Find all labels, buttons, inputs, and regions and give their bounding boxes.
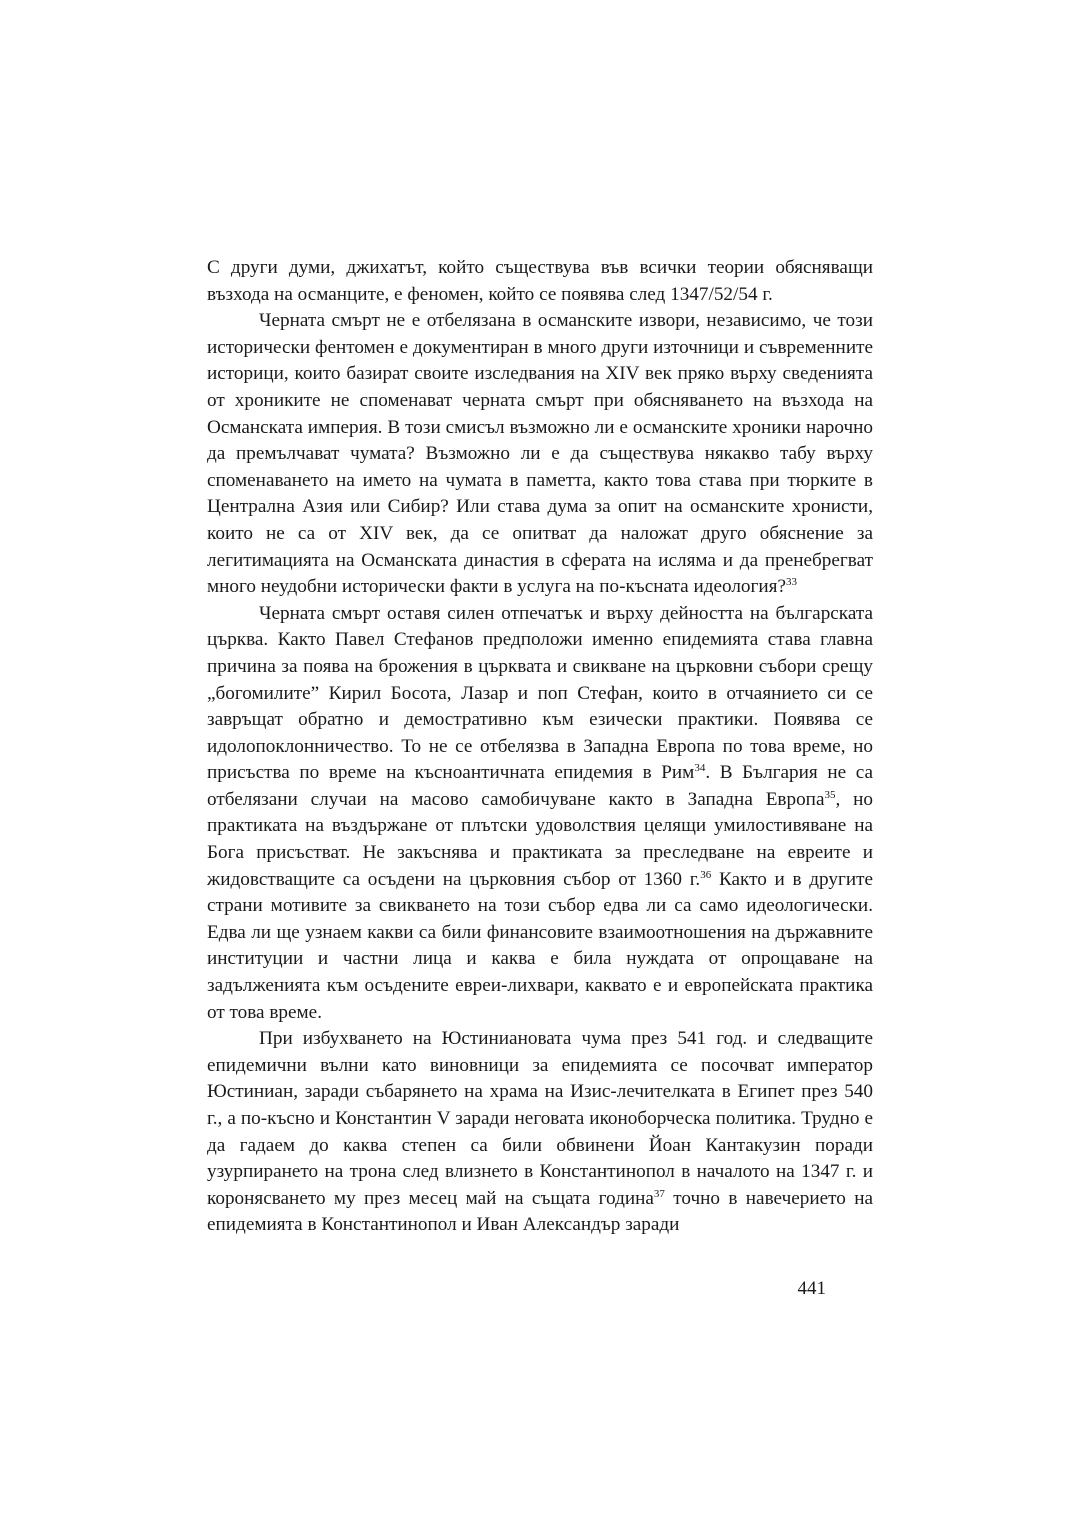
text-run: . В България не са отбелязани случаи на масово самобичуване както в Западна Европа xyxy=(207,762,873,810)
text-run: точно в навечерието на епидемията в Константинопол и Иван Александър заради xyxy=(207,1187,873,1236)
page-body xyxy=(207,255,873,1239)
text-run: С други думи, джихатът, който съществува във всички теории обясняващи възхода на османците, е феномен, който се появява след 1347/52/54 г. xyxy=(207,257,873,305)
text-run: Черната смърт оставя силен отпечатък и върху дейността на българската църква. Както Павел Стефанов предположи именно епидемията става главна причина за поява на брожения в църквата и свикване на църковни събори срещу „богомилите” Кирил Босота, Лазар и поп Стефан, които в отчаянието си се завръщат обратно и демостративно към езически практики. Появява се идолопоклонничество. То не се отбелязва в Западна Европа по това време, но присъства по време на късноантичната епидемия в Рим xyxy=(207,602,873,784)
paragraph-1 xyxy=(207,255,873,308)
paragraph-4 xyxy=(207,1026,873,1239)
paragraph-3 xyxy=(207,601,873,1027)
footnote-ref[interactable]: 36 xyxy=(700,868,712,881)
footnote-ref[interactable]: 35 xyxy=(824,788,836,801)
paragraph-2 xyxy=(207,308,873,601)
text-run: , но практиката на въздържане от плътски удоволствия целящи умилостивяване на Бога присъстват. Не закъснява и практиката за преследване на евреите и жидовстващите са осъдени на църковния събор от 1360 г. xyxy=(207,788,873,890)
text-run: Черната смърт не е отбелязана в османските извори, независимо, че този исторически фентомен е документиран в много други източници и съвременните историци, които базират своите изследвания на XIV век пряко върху сведенията от хрониките не споменават черната смърт при обясняването на възхода на Османската империя. В този смисъл възможно ли е османските хроники нарочно да премълчават чумата? Възможно ли е да съществува някакво табу върху споменаването на името на чумата в паметта, както това става при тюрките в Централна Азия или Сибир? Или става дума за опит на османските хронисти, които не са от XIV век, да се опитват да наложат друго обяснение за легитимацията на Османската династия в сферата на исляма и да пренебрегват много неудобни исторически факти в услуга на по-късната идеология? xyxy=(207,310,873,598)
text-run: Както и в другите страни мотивите за свикването на този събор едва ли са само идеологически. Едва ли ще узнаем какви са били финансовите взаимоотношения на държавните институции и частни лица и каква е била нуждата от опрощаване на задълженията към осъдените евреи-лихвари, каквато е и европейската практика от това време. xyxy=(207,868,874,1023)
page-number: 441 xyxy=(797,1278,826,1299)
footnote-ref[interactable]: 37 xyxy=(653,1187,665,1200)
footnote-ref[interactable]: 33 xyxy=(786,576,797,589)
text-run: При избухването на Юстиниановата чума през 541 год. и следващите епидемични вълни като виновници за епидемията се посочват император Юстиниан, заради събарянето на храма на Изис-лечителката в Египет през 540 г., а по-късно и Константин V заради неговата иконоборческа политика. Трудно е да гадаем до каква степен са били обвинени Йоан Кантакузин поради узурпирането на трона след влизнето в Константинопол в началото на 1347 г. и коронясването му през месец май на същата година xyxy=(207,1028,873,1209)
footnote-ref[interactable]: 34 xyxy=(694,762,706,775)
